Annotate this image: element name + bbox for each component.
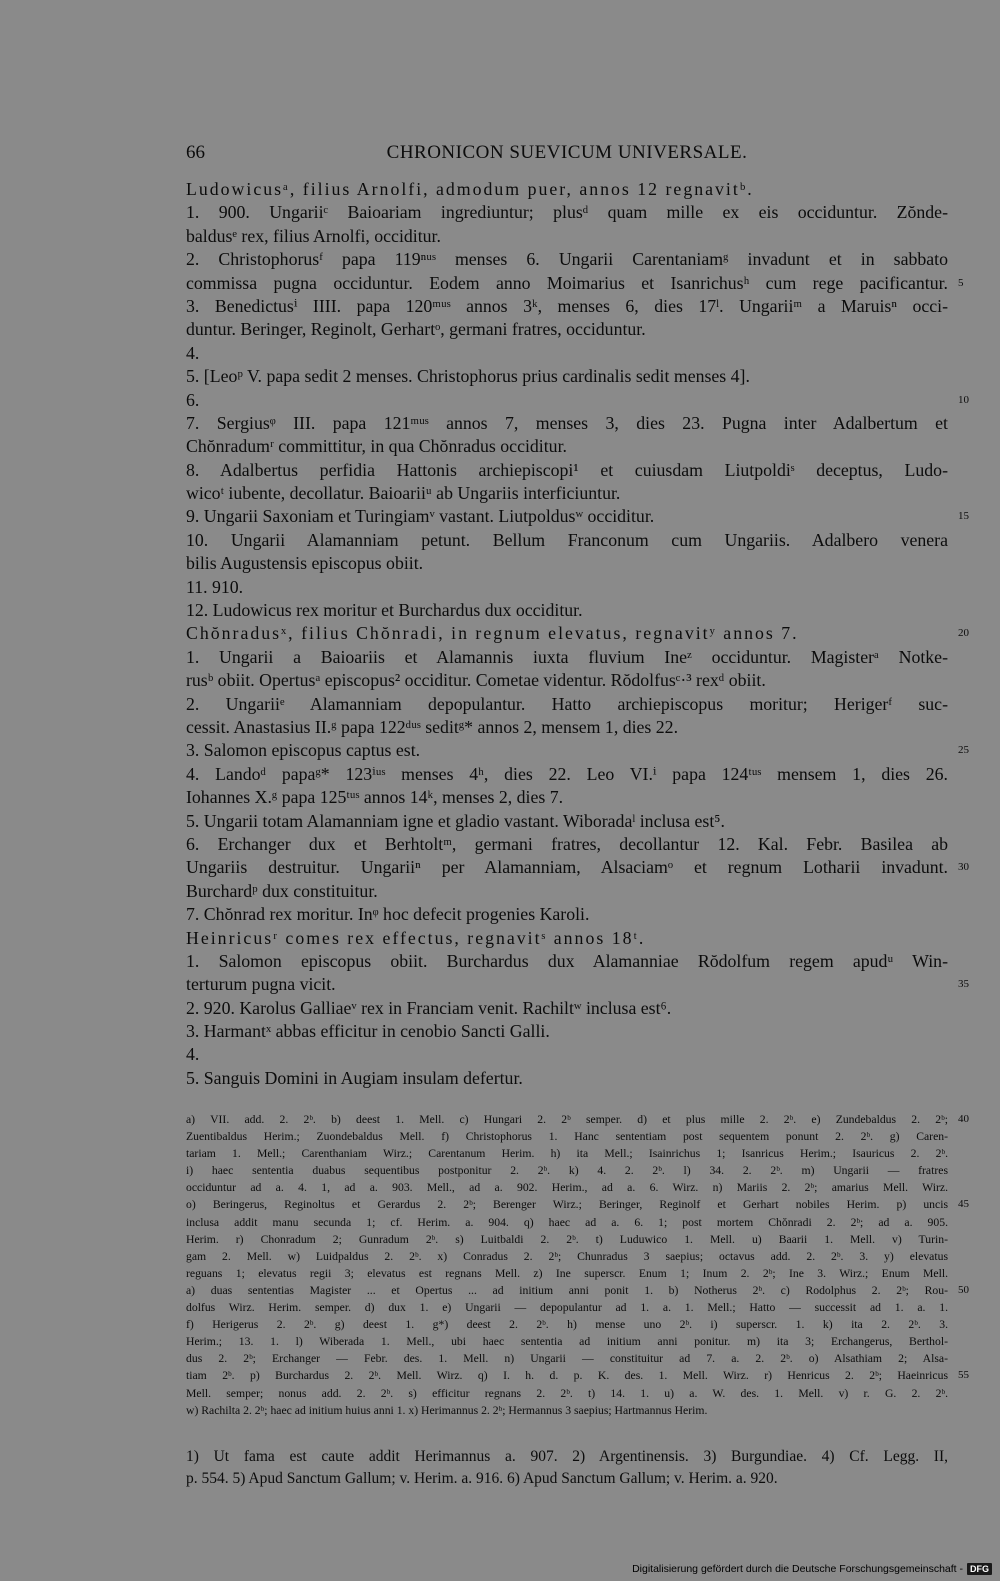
credit-text: Digitalisierung gefördert durch die Deutsche Forschungsgemeinschaft -	[632, 1562, 963, 1575]
text-line	[186, 342, 948, 365]
page-number: 66	[186, 142, 205, 163]
text-line-text: Ludowicusᵃ, filius Arnolfi, admodum puer, annos 12 regnavitᵇ.	[186, 179, 754, 199]
text-line-text: 7. Sergiusᵠ III. papa 121ᵐᵘˢ annos 7, menses 3, dies 23. Pugna inter Adalbertum et	[186, 412, 948, 433]
apparatus-line-text: dus 2. 2ᵇ; Erchanger — Febr. des. 1. Mell. n) Ungarii — constituitur ad 7. a. 2. 2ᵇ. o) Alsathiam 2; Alsa-	[186, 1352, 948, 1366]
apparatus-line-text: inclusa addit manu secunda 1; cf. Herim. a. 904. q) haec ad a. 6. 1; post mortem Chŏnradi 2. 2ᵇ; ad a. 905.	[186, 1215, 948, 1229]
text-line	[186, 248, 948, 271]
apparatus-line	[186, 1179, 948, 1196]
text-line	[186, 318, 948, 341]
text-line	[186, 763, 948, 786]
text-line-text: Ungariis destruitur. Ungariiⁿ per Alamanniam, Alsaciamᵒ et regnum Lotharii invadunt.	[186, 857, 948, 878]
running-title: CHRONICON SUEVICUM UNIVERSALE.	[386, 142, 748, 163]
text-line	[186, 599, 948, 622]
apparatus-line-text: Mell. semper; nonus add. 2. 2ᵇ. s) efficitur regnans 2. 2ᵇ. t) 14. 1. u) a. W. des. 1. Mell. v) r. G. 2. 2ᵇ.	[186, 1386, 948, 1400]
text-line	[186, 576, 948, 599]
apparatus-line-text: dolfus Wirz. Herim. semper. d) dux 1. e) Ungarii — depopulantur ad 1. a. 1. Mell.; Hatto — successit ad 1. a. 1.	[186, 1301, 948, 1315]
text-line-text: rusᵇ obiit. Opertusᵃ episcopus² occiditur. Cometae videntur. Rŏdolfusᶜ·³ rexᵈ obiit.	[186, 670, 766, 691]
text-line-text: 4.	[186, 342, 200, 363]
text-line	[186, 997, 948, 1020]
text-line-text: 5. Sanguis Domini in Augiam insulam defertur.	[186, 1067, 523, 1088]
apparatus-line	[186, 1333, 948, 1350]
apparatus-line	[186, 1196, 969, 1213]
text-line	[186, 669, 948, 692]
text-line-text: 1. 900. Ungariiᶜ Baioariam ingrediuntur; plusᵈ quam mille ex eis occiduntur. Zŏnde-	[186, 202, 948, 223]
dfg-logo-icon: DFG	[967, 1563, 992, 1575]
text-line-text: Iohannes X.ᵍ papa 125ᵗᵘˢ annos 14ᵏ, menses 2, dies 7.	[186, 787, 564, 808]
text-line-text: 10. Ungarii Alamanniam petunt. Bellum Franconum cum Ungariis. Adalbero venera	[186, 529, 948, 550]
line-number: 45	[958, 1198, 969, 1211]
footnote-line	[186, 1446, 948, 1468]
text-line-text: wicoᵗ iubente, decollatur. Baioariiᵘ ab Ungariis interficiuntur.	[186, 483, 621, 504]
section-heading	[186, 622, 969, 645]
text-line-text: 7. Chŏnrad rex moritur. Inᵠ hoc defecit progenies Karoli.	[186, 904, 590, 925]
apparatus-line	[186, 1128, 948, 1145]
footnote-line	[186, 1468, 948, 1490]
apparatus-line	[186, 1111, 969, 1128]
text-line	[186, 435, 948, 458]
text-line-text: 11. 910.	[186, 576, 244, 597]
line-number: 5	[958, 276, 964, 289]
text-line	[186, 552, 948, 575]
apparatus-line-text: gam 2. Mell. w) Luidpaldus 2. 2ᵇ. x) Conradus 2. 2ᵇ; Chunradus 3 saepius; octavus add. 2. 2ᵇ. 3. y) elevatus	[186, 1249, 948, 1263]
text-line-text: cessit. Anastasius II.ᵍ papa 122ᵈᵘˢ seditᵍ* annos 2, mensem 1, dies 22.	[186, 716, 679, 737]
text-line	[186, 201, 948, 224]
text-line	[186, 389, 969, 412]
line-number: 20	[958, 627, 969, 640]
apparatus-line-text: a) duas sententias Magister ... et Opertus ... ad initium anni ponit 1. b) Notherus 2ᵇ. c) Rodolphus 2. 2ᵇ; Rou-	[186, 1283, 948, 1297]
text-line-text: 6. Erchanger dux et Berhtoltᵐ, germani fratres, decollantur 12. Kal. Febr. Basilea ab	[186, 833, 948, 854]
text-line	[186, 693, 948, 716]
apparatus-line-text: reguans 1; elevatus regii 3; elevatus est regnans Mell. z) Ine superscr. Enum 1; Inum 2. 2ᵇ; Ine 3. Wirz.; Enum Mell.	[186, 1266, 948, 1280]
apparatus-line-text: a) VII. add. 2. 2ᵇ. b) deest 1. Mell. c) Hungari 2. 2ᵇ semper. d) et plus mille 2. 2ᵇ. e) Zundebaldus 2. 2ᵇ;	[186, 1113, 948, 1126]
text-line-text: 5. Ungarii totam Alamanniam igne et gladio vastant. Wiboradaˡ inclusa est⁵.	[186, 810, 725, 831]
text-line-text: 1. Salomon episcopus obiit. Burchardus dux Alamanniae Rŏdolfum regem apudᵘ Win-	[186, 950, 948, 971]
text-line	[186, 786, 948, 809]
text-line	[186, 1067, 948, 1090]
apparatus-line	[186, 1162, 948, 1179]
line-number: 15	[958, 510, 969, 523]
text-line	[186, 833, 948, 856]
text-line	[186, 950, 948, 973]
footnotes	[186, 1446, 948, 1490]
text-line	[186, 505, 969, 528]
text-line	[186, 739, 969, 762]
apparatus-line-text: o) Beringerus, Reginoltus et Gerardus 2. 2ᵇ; Berenger Wirz.; Beringer, Reginolf et Gerhart nobiles Herim. p) uncis	[186, 1198, 948, 1212]
text-line	[186, 412, 948, 435]
text-line	[186, 225, 948, 248]
section-heading	[186, 927, 948, 950]
text-line-text: 2. Ungariiᵉ Alamanniam depopulantur. Hatto archiepiscopus moritur; Herigerᶠ suc-	[186, 693, 948, 714]
text-line-text: terturum pugna vicit.	[186, 974, 336, 995]
apparatus-line-text: i) haec sententia duabus sequentibus postponitur 2. 2ᵇ. k) 4. 2. 2ᵇ. l) 34. 2. 2ᵇ. m) Ungarii — fratres	[186, 1164, 948, 1178]
page-header	[186, 142, 948, 166]
line-number: 40	[958, 1113, 969, 1125]
text-line-text: 5. [Leoᵖ V. papa sedit 2 menses. Christophorus prius cardinalis sedit menses 4].	[186, 366, 750, 387]
text-line-text: 2. Christophorusᶠ papa 119ⁿᵘˢ menses 6. Ungarii Carentaniamᵍ invadunt et in sabbato	[186, 249, 948, 270]
apparatus-line-text: f) Herigerus 2. 2ᵇ. g) deest 1. g*) deest 2. 2ᵇ. h) mense uno 2ᵇ. i) superscr. 1. k) ita 2. 2ᵇ. 3.	[186, 1318, 948, 1332]
apparatus-line-text: tiam 2ᵇ. p) Burchardus 2. 2ᵇ. Mell. Wirz. q) I. h. d. p. K. des. 1. Mell. Wirz. r) Henricus 2. 2ᵇ; Haeinricus	[186, 1369, 948, 1383]
text-line	[186, 529, 948, 552]
text-line-text: 3. Salomon episcopus captus est.	[186, 740, 421, 761]
text-line	[186, 903, 948, 926]
line-number: 35	[958, 978, 969, 991]
text-line-text: 3. Benedictusⁱ IIII. papa 120ᵐᵘˢ annos 3ᵏ, menses 6, dies 17ˡ. Ungariiᵐ a Maruisⁿ occi-	[186, 295, 948, 316]
text-line-text: Chŏnradumʳ committitur, in qua Chŏnradus occiditur.	[186, 436, 567, 457]
apparatus-line	[186, 1231, 948, 1248]
text-line-text: 8. Adalbertus perfidia Hattonis archiepiscopi¹ et cuiusdam Liutpoldiˢ deceptus, Ludo-	[186, 459, 948, 480]
apparatus-line	[186, 1299, 948, 1316]
text-line-text: 4.	[186, 1044, 200, 1065]
apparatus-line-text: Herim.; 13. 1. l) Wiberada 1. Mell., ubi haec sententia ad initium anni ponitur. m) ita 3; Erchangerus, Berthol-	[186, 1335, 948, 1349]
text-line	[186, 856, 969, 879]
text-line-text: duntur. Beringer, Reginolt, Gerhartᵒ, germani fratres, occiduntur.	[186, 319, 646, 340]
text-line-text: 3. Harmantˣ abbas efficitur in cenobio Sancti Galli.	[186, 1021, 550, 1042]
line-number: 10	[958, 393, 969, 406]
apparatus-line	[186, 1316, 948, 1333]
text-line	[186, 973, 969, 996]
text-line-text: 9. Ungarii Saxoniam et Turingiamᵛ vastant. Liutpoldusʷ occiditur.	[186, 506, 655, 527]
apparatus-line	[186, 1282, 969, 1299]
apparatus-line	[186, 1214, 948, 1231]
text-line	[186, 1043, 948, 1066]
line-number: 55	[958, 1369, 969, 1382]
text-line	[186, 1020, 948, 1043]
apparatus-line	[186, 1248, 948, 1265]
apparatus-line-text: occiduntur ad a. 4. 1, ad a. 903. Mell., ad a. 902. Herim., ad a. 6. Wirz. n) Mariis 2. 2ᵇ; amarius Mell. Wirz.	[186, 1181, 948, 1195]
text-line-text: 2. 920. Karolus Galliaeᵛ rex in Franciam venit. Rachiltʷ inclusa est⁶.	[186, 997, 672, 1018]
text-line-text: Burchardᵖ dux constituitur.	[186, 880, 378, 901]
apparatus-line	[186, 1145, 948, 1162]
text-line-text: 12. Ludowicus rex moritur et Burchardus dux occiditur.	[186, 600, 583, 621]
text-line	[186, 459, 948, 482]
text-line	[186, 880, 948, 903]
apparatus-line	[186, 1265, 948, 1282]
apparatus-line	[186, 1385, 948, 1402]
text-line	[186, 272, 964, 295]
footnote-line-text: p. 554. 5) Apud Sanctum Gallum; v. Herim. a. 916. 6) Apud Sanctum Gallum; v. Herim. a. 920.	[186, 1470, 778, 1487]
text-line-text: Chŏnradusˣ, filius Chŏnradi, in regnum elevatus, regnavitʸ annos 7.	[186, 623, 799, 644]
text-line-text: 1. Ungarii a Baioariis et Alamannis iuxta fluvium Ineᶻ occiduntur. Magisterᵃ Notke-	[186, 646, 948, 667]
apparatus-line-text: tariam 1. Mell.; Carenthaniam Wirz.; Carentanum Herim. h) ita Mell.; Isainrichus 1; Isanricus Herim.; Isauricus 2. 2ᵇ.	[186, 1147, 948, 1161]
line-number: 30	[958, 861, 969, 874]
text-line-text: baldusᵉ rex, filius Arnolfi, occiditur.	[186, 225, 441, 246]
text-line	[186, 810, 948, 833]
text-line-text: 6.	[186, 389, 200, 410]
section-heading	[186, 178, 948, 201]
line-number: 25	[958, 744, 969, 757]
main-text	[186, 178, 969, 1090]
text-line-text: 4. Landoᵈ papaᵍ* 123ⁱᵘˢ menses 4ʰ, dies 22. Leo VI.ⁱ papa 124ᵗᵘˢ mensem 1, dies 26.	[186, 763, 948, 784]
apparatus-line	[186, 1402, 948, 1419]
digitization-credit	[632, 1560, 992, 1577]
text-line	[186, 365, 948, 388]
apparatus-line-text: Zuentibaldus Herim.; Zuondebaldus Mell. f) Christophorus 1. Hanc sententiam post sequentem ponunt 2. 2ᵇ. g) Caren-	[186, 1130, 948, 1144]
text-line-text: commissa pugna occiduntur. Eodem anno Moimarius et Isanrichusʰ cum rege pacificantur.	[186, 272, 948, 293]
text-line	[186, 646, 948, 669]
apparatus-line-text: Herim. r) Chonradum 2; Gunradum 2ᵇ. s) Luitbaldi 2. 2ᵇ. t) Luduwico 1. Mell. u) Baarii 1. Mell. v) Turin-	[186, 1232, 948, 1246]
text-line	[186, 482, 948, 505]
apparatus-line	[186, 1350, 948, 1367]
line-number: 50	[958, 1283, 969, 1296]
text-line	[186, 716, 948, 739]
footnote-line-text: 1) Ut fama est caute addit Herimannus a. 907. 2) Argentinensis. 3) Burgundiae. 4) Cf. Legg. II,	[186, 1448, 948, 1465]
critical-apparatus	[186, 1111, 969, 1419]
text-line-text: Heinricusʳ comes rex effectus, regnavitˢ annos 18ᵗ.	[186, 927, 646, 948]
apparatus-line	[186, 1367, 969, 1384]
text-line-text: bilis Augustensis episcopus obiit.	[186, 553, 424, 574]
text-line	[186, 295, 948, 318]
apparatus-line-text: w) Rachilta 2. 2ᵇ; haec ad initium huius anni 1. x) Herimannus 2. 2ᵇ; Hermannus 3 saepius; Hartmannus Herim.	[186, 1403, 708, 1417]
